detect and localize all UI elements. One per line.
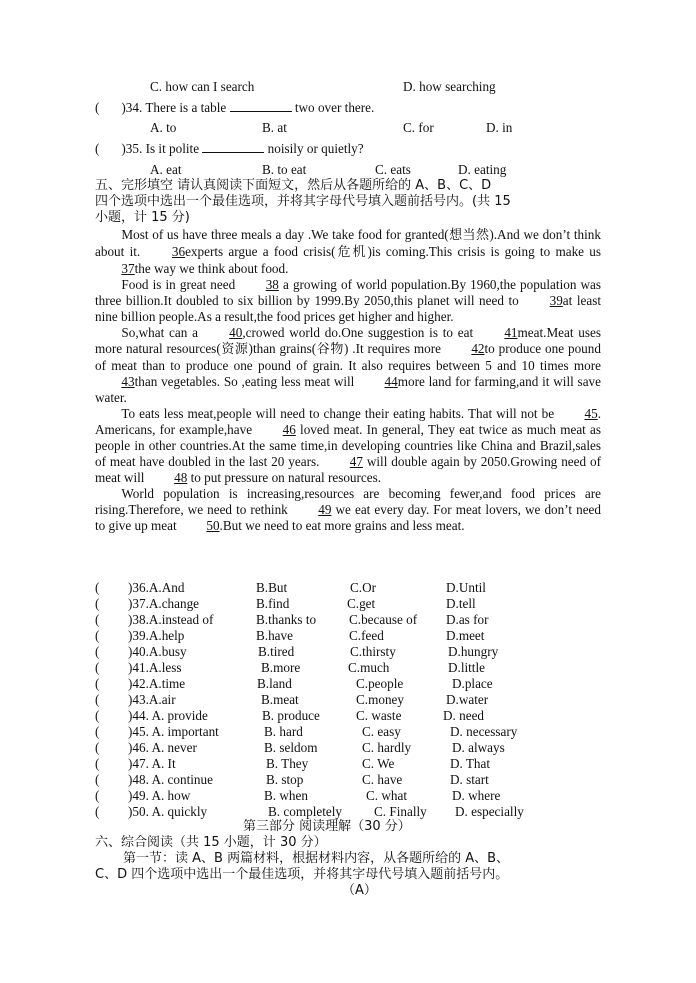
option-c: C. waste <box>356 708 402 723</box>
passage-a-label: （A） <box>342 883 377 898</box>
blank-38: 38 <box>265 277 279 292</box>
question-number-option-a: )46. A. never <box>128 740 197 755</box>
q33-option-d: D. how searching <box>403 79 496 94</box>
question-number-option-a: )49. A. how <box>128 788 191 803</box>
blank-39: 39 <box>549 293 563 308</box>
option-b: B.have <box>256 628 293 643</box>
option-b: B. when <box>264 788 308 803</box>
option-c: C. have <box>362 772 403 787</box>
answer-paren: ( <box>95 660 100 675</box>
option-c: C.because of <box>349 612 418 627</box>
answer-paren: ( <box>95 692 100 707</box>
option-d: D.as for <box>446 612 489 627</box>
part3-title: 第三部分 阅读理解（30 分） <box>243 819 411 834</box>
blank-44: 44 <box>384 374 398 389</box>
q35-stem-text-2: noisily or quietly? <box>267 141 364 156</box>
section6-header: 六、综合阅读（共 15 小题，计 30 分） <box>95 835 327 850</box>
option-c: C. hardly <box>362 740 412 755</box>
option-b: B.tired <box>258 644 295 659</box>
question-number-option-a: )43.A.air <box>128 692 176 707</box>
q35-option-a: A. eat <box>150 162 182 177</box>
option-d: D.tell <box>446 596 476 611</box>
answer-paren: ( <box>95 628 100 643</box>
answer-paren: ( <box>95 580 100 595</box>
answer-paren: ( <box>95 804 100 819</box>
answer-paren: ( <box>95 772 100 787</box>
blank-41: 41 <box>504 325 518 340</box>
q33-option-c: C. how can I search <box>150 79 255 94</box>
option-d: D.hungry <box>448 644 499 659</box>
option-d: D.meet <box>446 628 485 643</box>
sub1-instructions-line1: 第一节：读 A、B 两篇材料，根据材料内容，从各题所给的 A、B、 <box>123 851 510 866</box>
option-d: D. especially <box>455 804 524 819</box>
q35-option-d: D. eating <box>458 162 507 177</box>
question-number-option-a: )41.A.less <box>128 660 182 675</box>
answer-paren: ( <box>95 596 100 611</box>
option-c: C. what <box>366 788 408 803</box>
question-number-option-a: )38.A.instead of <box>128 612 214 627</box>
option-b: B. hard <box>264 724 303 739</box>
question-number-option-a: )48. A. continue <box>128 772 213 787</box>
question-number-option-a: )37.A.change <box>128 596 200 611</box>
blank-48: 48 <box>174 470 188 485</box>
q34-option-a: A. to <box>150 120 177 135</box>
q35-option-c: C. eats <box>375 162 411 177</box>
question-number-option-a: )42.A.time <box>128 676 186 691</box>
option-c: C.much <box>348 660 390 675</box>
q34-stem <box>95 100 374 116</box>
q34-option-c: C. for <box>403 120 434 135</box>
answer-paren: ( <box>95 141 100 156</box>
q35-stem-text: )35. Is it polite <box>121 141 200 156</box>
cloze-passage <box>95 227 601 534</box>
blank-36: 36 <box>171 244 186 259</box>
option-b: B.more <box>261 660 301 675</box>
blank-37: 37 <box>121 261 135 276</box>
cloze-header-line2: 四个选项中选出一个最佳选项，并将其字母代号填入题前括号内。(共 15 <box>95 194 511 209</box>
option-b: B. produce <box>262 708 320 723</box>
q34-stem-text: )34. There is a table <box>121 100 227 115</box>
option-d: D. where <box>452 788 501 803</box>
option-c: C.feed <box>349 628 384 643</box>
blank-50: 50 <box>206 518 220 533</box>
cloze-paragraph-4: To eats less meat,people will need to change their eating habits. That will not be 45. Americans, for example,have 46 loved meat. In general, They eat twice as much meat as people in other countries.At the same time,in developing countries like China and Brazil,sales of meat have doubled in the last 20 years. 47 will double again by 2050.Growing need of meat will 48 to put pressure on natural resources. <box>95 406 602 485</box>
cloze-header-line1: 五、完形填空 请认真阅读下面短文，然后从各题所给的 A、B、C、D <box>95 178 492 193</box>
question-number-option-a: )40.A.busy <box>128 644 187 659</box>
option-b: B. seldom <box>264 740 318 755</box>
option-c: C.thirsty <box>350 644 396 659</box>
option-d: D. always <box>452 740 505 755</box>
option-d: D. That <box>450 756 491 771</box>
option-b: B. They <box>266 756 309 771</box>
option-b: B.land <box>257 676 292 691</box>
answer-paren: ( <box>95 676 100 691</box>
option-d: D.water <box>446 692 489 707</box>
option-c: C.Or <box>350 580 377 595</box>
answer-paren: ( <box>95 788 100 803</box>
option-c: C. easy <box>362 724 401 739</box>
option-b: B.meat <box>261 692 299 707</box>
blank-43: 43 <box>121 374 135 389</box>
cloze-paragraph-5: World population is increasing,resources are becoming fewer,and food prices are rising.Therefore, we need to rethink 49 we eat every day. For meat lovers, we don’t need to give up meat 50.But we need to eat more grains and less meat. <box>95 486 602 533</box>
option-d: D. need <box>443 708 485 723</box>
blank-40: 40 <box>229 325 243 340</box>
question-number-option-a: )39.A.help <box>128 628 185 643</box>
option-d: D.little <box>448 660 485 675</box>
answer-paren: ( <box>95 100 100 115</box>
blank-45: 45 <box>584 406 598 421</box>
question-number-option-a: )36.A.And <box>128 580 185 595</box>
option-d: D.place <box>452 676 493 691</box>
q35-blank <box>202 141 264 153</box>
answer-paren: ( <box>95 644 100 659</box>
option-b: B.thanks to <box>256 612 317 627</box>
cloze-header-line3: 小题，计 15 分) <box>95 210 190 225</box>
q35-stem <box>95 141 364 157</box>
q35-option-b: B. to eat <box>262 162 307 177</box>
option-b: B.find <box>256 596 290 611</box>
answer-paren: ( <box>95 612 100 627</box>
answer-paren: ( <box>95 724 100 739</box>
option-c: C. We <box>362 756 395 771</box>
answer-paren: ( <box>95 740 100 755</box>
blank-42: 42 <box>471 341 485 356</box>
option-c: C. Finally <box>374 804 427 819</box>
q34-blank <box>230 100 292 112</box>
cloze-paragraph-2: Food is in great need 38 a growing of world population.By 1960,the population was three billion.It doubled to six billion by 1999.By 2050,this planet will need to 39at least nine billion people.As a result,the food prices get higher and higher. <box>95 277 602 324</box>
question-number-option-a: )47. A. It <box>128 756 176 771</box>
answer-paren: ( <box>95 708 100 723</box>
cloze-paragraph-1: Most of us have three meals a day .We take food for granted(想当然).And we don’t think about it. 36experts argue a food crisis(危机)is coming.This crisis is going to make us 37the way we think about food. <box>95 227 602 276</box>
sub1-instructions-line2: C、D 四个选项中选出一个最佳选项，并将其字母代号填入题前括号内。 <box>95 867 509 882</box>
q34-stem-text-2: two over there. <box>294 100 375 115</box>
blank-47: 47 <box>349 454 363 469</box>
option-c: C.get <box>347 596 376 611</box>
option-b: B.But <box>256 580 288 595</box>
option-b: B. stop <box>266 772 304 787</box>
cloze-paragraph-3: So,what can a 40,crowed world do.One suggestion is to eat 41meat.Meat uses more natural resources(资源)than grains(谷物) .It requires more 42to produce one pound of meat than to produce one pound of grain. It also requires between 5 and 10 times more 43than vegetables. So ,eating less meat will 44more land for farming,and it will save water. <box>95 325 602 405</box>
option-d: D. start <box>450 772 489 787</box>
q34-option-b: B. at <box>262 120 287 135</box>
question-number-option-a: )45. A. important <box>128 724 219 739</box>
option-d: D.Until <box>446 580 486 595</box>
answer-paren: ( <box>95 756 100 771</box>
question-number-option-a: )50. A. quickly <box>128 804 208 819</box>
blank-46: 46 <box>282 422 296 437</box>
q34-option-d: D. in <box>486 120 513 135</box>
option-d: D. necessary <box>450 724 518 739</box>
option-c: C.money <box>356 692 404 707</box>
option-c: C.people <box>356 676 404 691</box>
blank-49: 49 <box>318 502 332 517</box>
question-number-option-a: )44. A. provide <box>128 708 208 723</box>
option-b: B. completely <box>268 804 342 819</box>
